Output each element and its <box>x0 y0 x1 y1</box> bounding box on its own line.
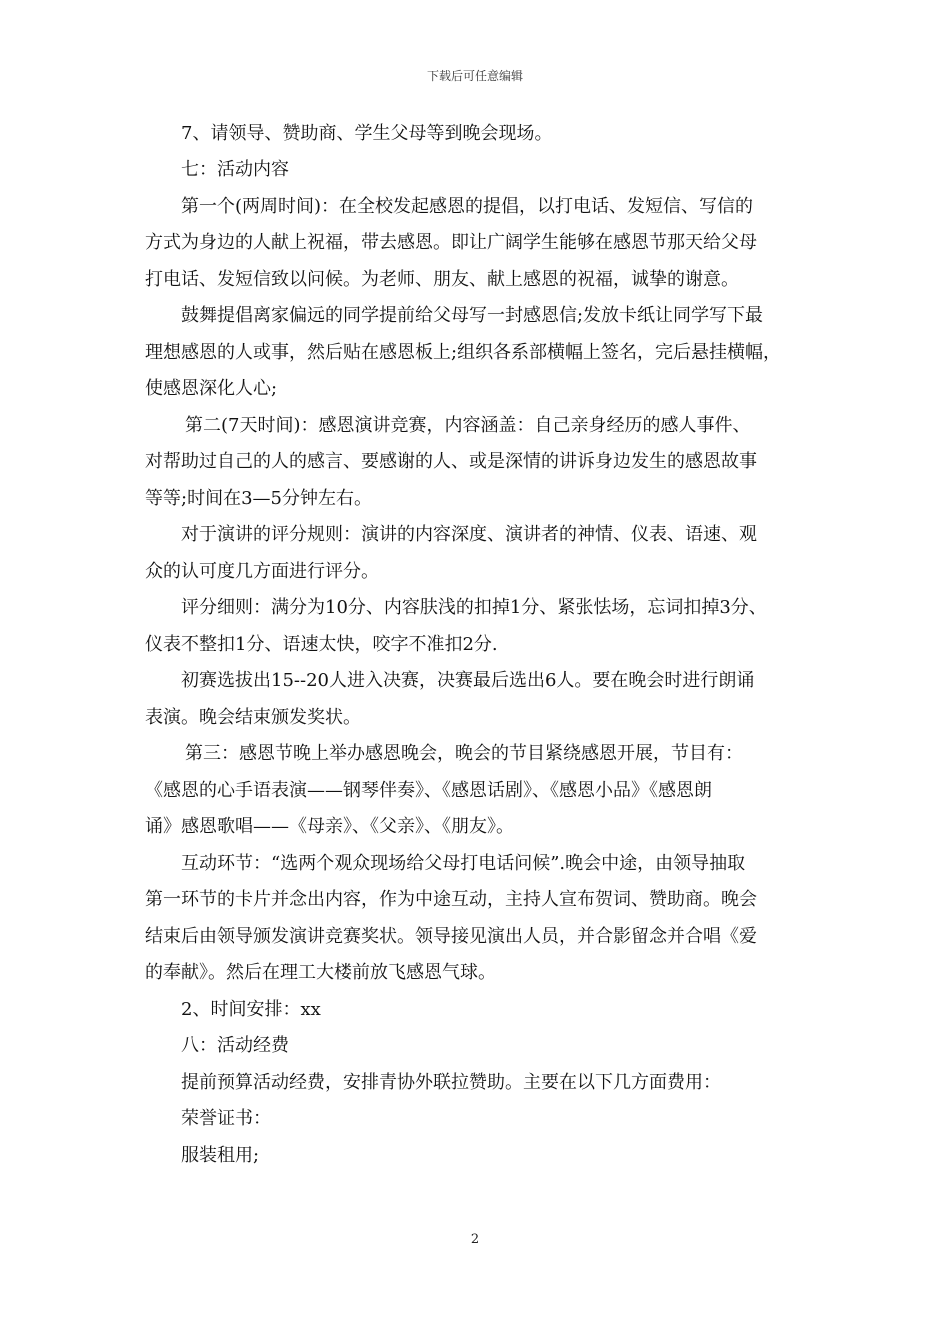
text-line: 方式为身边的人献上祝福，带去感恩。即让广阔学生能够在感恩节那天给父母 <box>145 232 757 253</box>
text-line: 荣誉证书： <box>181 1108 271 1129</box>
text-line: 第三：感恩节晚上举办感恩晚会，晚会的节目紧绕感恩开展，节目有： <box>185 743 743 764</box>
text-line: 众的认可度几方面进行评分。 <box>145 561 379 582</box>
text-line: 对于演讲的评分规则：演讲的内容深度、演讲者的神情、仪表、语速、观 <box>181 524 757 545</box>
section-heading: 七：活动内容 <box>181 159 289 180</box>
text-line: 诵》感恩歌唱——《母亲》、《父亲》、《朋友》。 <box>145 816 514 837</box>
text-line: 对帮助过自己的人的感言、要感谢的人、或是深情的讲诉身边发生的感恩故事 <box>145 451 757 472</box>
text-line: 第一环节的卡片并念出内容，作为中途互动，主持人宣布贺词、赞助商。晚会 <box>145 889 757 910</box>
text-line: 表演。晚会结束颁发奖状。 <box>145 707 361 728</box>
text-line: 鼓舞提倡离家偏远的同学提前给父母写一封感恩信;发放卡纸让同学写下最 <box>181 305 764 326</box>
text-line: 的奉献》。然后在理工大楼前放飞感恩气球。 <box>145 962 496 983</box>
text-line: 7、请领导、赞助商、学生父母等到晚会现场。 <box>181 123 553 144</box>
page-header-note: 下载后可任意编辑 <box>426 69 523 83</box>
page-number: 2 <box>470 1232 480 1247</box>
text-line: 评分细则：满分为10分、内容肤浅的扣掉1分、紧张怯场，忘词扣掉3分、 <box>181 597 767 618</box>
text-line: 仪表不整扣1分、语速太快，咬字不准扣2分. <box>145 634 498 655</box>
text-line: 2、时间安排：xx <box>181 999 321 1020</box>
text-line: 服装租用; <box>181 1145 260 1166</box>
text-line: 《感恩的心手语表演——钢琴伴奏》、《感恩话剧》、《感恩小品》《感恩朗 <box>145 780 712 801</box>
text-line: 使感恩深化人心; <box>145 378 278 399</box>
text-line: 结束后由领导颁发演讲竞赛奖状。领导接见演出人员，并合影留念并合唱《爱 <box>145 926 757 947</box>
text-line: 互动环节：“选两个观众现场给父母打电话问候”.晚会中途，由领导抽取 <box>181 853 746 874</box>
text-line: 理想感恩的人或事，然后贴在感恩板上;组织各系部横幅上签名，完后悬挂横幅， <box>145 342 782 363</box>
text-line: 提前预算活动经费，安排青协外联拉赞助。主要在以下几方面费用： <box>181 1072 721 1093</box>
text-line: 第二(7天时间)：感恩演讲竞赛，内容涵盖：自己亲身经历的感人事件、 <box>185 415 751 436</box>
section-heading: 八：活动经费 <box>181 1035 289 1056</box>
text-line: 第一个(两周时间)：在全校发起感恩的提倡，以打电话、发短信、写信的 <box>181 196 754 217</box>
text-line: 打电话、发短信致以问候。为老师、朋友、献上感恩的祝福，诚挚的谢意。 <box>145 269 739 290</box>
text-line: 初赛选拔出15--20人进入决赛，决赛最后选出6人。要在晚会时进行朗诵 <box>181 670 755 691</box>
text-line: 等等;时间在3—5分钟左右。 <box>145 488 372 509</box>
